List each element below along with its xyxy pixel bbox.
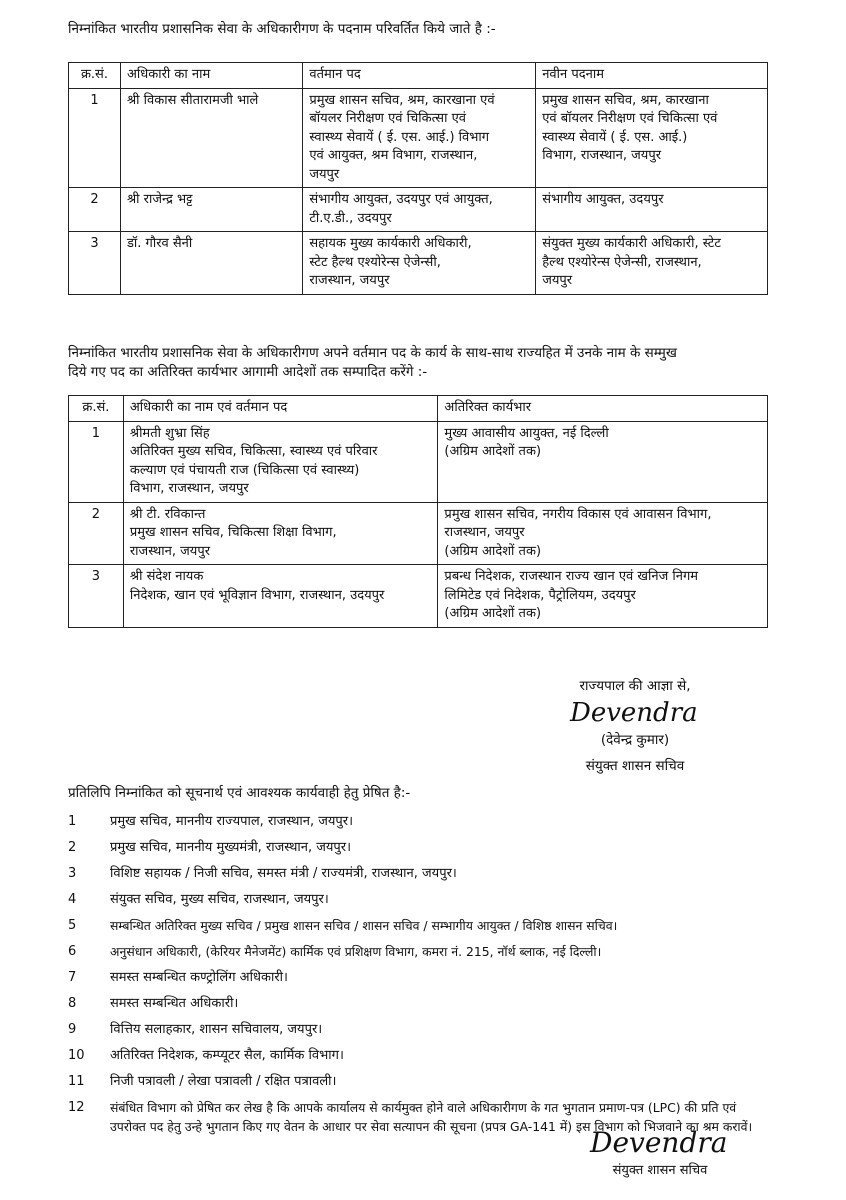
col-header-name-post: अधिकारी का नाम एवं वर्तमान पद [123, 396, 438, 422]
row-sno: 1 [69, 88, 121, 188]
text-line: हैल्थ एश्योरेन्स ऐजेन्सी, राजस्थान, [542, 254, 702, 270]
bottom-signature-block [570, 1126, 750, 1178]
text-line: निदेशक, खान एवं भूविज्ञान विभाग, राजस्थान, उदयपुर [129, 587, 385, 603]
table-header-row [69, 63, 768, 89]
text-line: लिमिटेड एवं निदेशक, पैट्रोलियम, उदयपुर [444, 587, 636, 603]
text-line: (अग्रिम आदेशों तक) [444, 543, 542, 559]
item-number: 1 [68, 814, 77, 829]
item-number: 11 [68, 1074, 85, 1089]
text-line: कल्याण एवं पंचायती राज (चिकित्सा एवं स्वास्थ्य) [129, 462, 360, 478]
signatory-name: (देवेन्द्र कुमार) [600, 732, 670, 748]
text-line: प्रमुख शासन सचिव, चिकित्सा शिक्षा विभाग, [129, 525, 337, 540]
list-item [68, 838, 768, 857]
text-line: जयपुर [542, 273, 573, 288]
item-text: संयुक्त सचिव, मुख्य सचिव, राजस्थान, जयपुर। [110, 892, 329, 907]
list-item [68, 1046, 768, 1065]
officer-name: डॉ. गौरव सैनी [120, 232, 302, 295]
text-line: संभागीय आयुक्त, उदयपुर एवं आयुक्त, [309, 192, 493, 207]
text-line: (अग्रिम आदेशों तक) [444, 444, 542, 459]
officer-name-post [123, 421, 438, 502]
signatory-designation: संयुक्त शासन सचिव [612, 1163, 708, 1178]
text-line: संभागीय आयुक्त, उदयपुर [542, 192, 664, 207]
row-sno: 1 [69, 421, 124, 502]
text-line: विभाग, राजस्थान, जयपुर [129, 481, 249, 496]
officer-name-post [123, 502, 438, 565]
table-row [69, 565, 768, 628]
text-line: राजस्थान, जयपुर [444, 525, 525, 540]
item-number: 2 [68, 840, 77, 855]
text-line: संयुक्त मुख्य कार्यकारी अधिकारी, स्टेट [542, 236, 721, 251]
text-line: अतिरिक्त मुख्य सचिव, चिकित्सा, स्वास्थ्य एवं परिवार [129, 444, 378, 459]
item-text: निजी पत्रावली / लेखा पत्रावली / रक्षित पत्रावली। [110, 1074, 337, 1089]
item-text: अतिरिक्त निदेशक, कम्प्यूटर सैल, कार्मिक विभाग। [110, 1048, 344, 1063]
copy-list-intro: प्रतिलिपि निम्नांकित को सूचनार्थ एवं आवश्यक कार्यवाही हेतु प्रेषित है:- [68, 785, 411, 801]
section1-intro: निम्नांकित भारतीय प्रशासनिक सेवा के अधिकारीगण के पदनाम परिवर्तित किये जाते है :- [68, 21, 496, 37]
list-item [68, 994, 768, 1013]
col-header-new: नवीन पदनाम [536, 63, 768, 89]
list-item [68, 968, 768, 987]
text-line: स्वास्थ्य सेवायें ( ई. एस. आई.) [542, 129, 688, 145]
text-line: प्रमुख शासन सचिव, नगरीय विकास एवं आवासन विभाग, [444, 506, 712, 522]
item-number: 4 [68, 892, 77, 907]
text-line: टी.ए.डी., उदयपुर [309, 210, 392, 226]
table-row [69, 188, 768, 232]
list-item [68, 1020, 768, 1039]
item-number: 9 [68, 1022, 77, 1037]
item-number: 5 [68, 918, 77, 933]
item-number: 7 [68, 970, 77, 985]
item-text: समस्त सम्बन्धित अधिकारी। [110, 996, 239, 1011]
text-line: निम्नांकित भारतीय प्रशासनिक सेवा के अधिकारीगण अपने वर्तमान पद के कार्य के साथ-साथ राज्यहित में उनके नाम के सम्मुख [68, 345, 677, 361]
col-header-name: अधिकारी का नाम [120, 63, 302, 89]
item-text: समस्त सम्बन्धित कण्ट्रोलिंग अधिकारी। [110, 970, 288, 985]
text-line: दिये गए पद का अतिरिक्त कार्यभार आगामी आदेशों तक सम्पादित करेंगे :- [68, 364, 428, 380]
item-text: विशिष्ट सहायक / निजी सचिव, समस्त मंत्री / राज्यमंत्री, राजस्थान, जयपुर। [110, 866, 457, 881]
current-post [303, 88, 536, 188]
list-item [68, 942, 768, 961]
item-number: 12 [68, 1100, 85, 1115]
table-row [69, 421, 768, 502]
list-item [68, 916, 768, 935]
text-line: प्रमुख शासन सचिव, श्रम, कारखाना एवं [309, 92, 495, 108]
row-sno: 2 [69, 188, 121, 232]
text-line: एवं आयुक्त, श्रम विभाग, राजस्थान, [309, 148, 478, 163]
item-text: वित्तिय सलाहकार, शासन सचिवालय, जयपुर। [110, 1022, 323, 1037]
list-item [68, 1072, 768, 1091]
row-sno: 3 [69, 565, 124, 628]
item-number: 8 [68, 996, 77, 1011]
row-sno: 2 [69, 502, 124, 565]
item-number: 6 [68, 944, 77, 959]
item-text: संबंधित विभाग को प्रेषित कर लेख है कि आपके कार्यालय से कार्यमुक्त होने वाले अधिकारीगण के गत भुगतान प्रमाण-पत्र (LPC) की प्रति एवं उपरोक्त पद हेतु उन्हे भुगतान किए गए वेतन के आधार पर सेवा सत्यापन की सूचना (प्रपत्र GA-141 में) इस विभाग को भिजवाने का श्रम करावें। [110, 1100, 753, 1134]
table-row [69, 502, 768, 565]
col-header-sno: क्र.सं. [69, 396, 124, 422]
text-line: विभाग, राजस्थान, जयपुर [542, 148, 662, 163]
officer-name: श्री विकास सीतारामजी भाले [120, 88, 302, 188]
item-text: प्रमुख सचिव, माननीय मुख्यमंत्री, राजस्थान, जयपुर। [110, 840, 352, 855]
current-post [303, 188, 536, 232]
table-header-row [69, 396, 768, 422]
copy-list [68, 812, 768, 1143]
new-designation [536, 188, 768, 232]
text-line: बॉयलर निरीक्षण एवं चिकित्सा एवं [309, 111, 467, 126]
text-line: सहायक मुख्य कार्यकारी अधिकारी, [309, 236, 472, 251]
text-line: स्वास्थ्य सेवायें ( ई. एस. आई.) विभाग [309, 129, 490, 145]
signature-block [530, 676, 740, 774]
additional-charge [438, 421, 768, 502]
designation-change-table [68, 62, 768, 295]
item-text: सम्बन्धित अतिरिक्त मुख्य सचिव / प्रमुख शासन सचिव / शासन सचिव / सम्भागीय आयुक्त / विशिष्ठ शासन सचिव। [110, 918, 618, 933]
additional-charge [438, 502, 768, 565]
signature-image: Devendra [590, 1126, 728, 1159]
col-header-sno: क्र.सं. [69, 63, 121, 89]
current-post [303, 232, 536, 295]
officer-name: श्री संदेश नायक [129, 569, 204, 584]
list-item [68, 864, 768, 883]
item-number: 10 [68, 1048, 85, 1063]
text-line: राजस्थान, जयपुर [129, 543, 211, 559]
officer-name: श्रीमती शुभ्रा सिंह [129, 425, 210, 441]
text-line: जयपुर [309, 166, 340, 182]
additional-charge [438, 565, 768, 628]
row-sno: 3 [69, 232, 121, 295]
text-line: प्रमुख शासन सचिव, श्रम, कारखाना [542, 92, 709, 108]
officer-name: श्री राजेन्द्र भट्ट [120, 188, 302, 232]
officer-name-post [123, 565, 438, 628]
item-text: अनुसंधान अधिकारी, (केरियर मैनेजमेंट) कार्मिक एवं प्रशिक्षण विभाग, कमरा नं. 215, नॉर्थ ब्लाक, नई दिल्ली। [110, 944, 602, 959]
signature-image: Devendra [570, 698, 698, 728]
text-line: प्रबन्ध निदेशक, राजस्थान राज्य खान एवं खनिज निगम [444, 569, 699, 584]
list-item [68, 812, 768, 831]
officer-name: श्री टी. रविकान्त [129, 506, 206, 522]
table-row [69, 88, 768, 188]
order-line: राज्यपाल की आज्ञा से, [579, 678, 691, 694]
text-line: (अग्रिम आदेशों तक) [444, 606, 542, 621]
col-header-charge: अतिरिक्त कार्यभार [438, 396, 768, 422]
col-header-current: वर्तमान पद [303, 63, 536, 89]
item-text: प्रमुख सचिव, माननीय राज्यपाल, राजस्थान, जयपुर। [110, 814, 354, 829]
text-line: मुख्य आवासीय आयुक्त, नई दिल्ली [444, 425, 609, 441]
item-number: 3 [68, 866, 77, 881]
list-item [68, 890, 768, 909]
section2-intro [68, 344, 788, 382]
text-line: एवं बॉयलर निरीक्षण एवं चिकित्सा एवं [542, 111, 718, 126]
text-line: राजस्थान, जयपुर [309, 273, 390, 288]
signatory-designation: संयुक्त शासन सचिव [585, 758, 685, 774]
text-line: स्टेट हैल्थ एश्योरेन्स ऐजेन्सी, [309, 254, 441, 270]
table-row [69, 232, 768, 295]
new-designation [536, 232, 768, 295]
additional-charge-table [68, 395, 768, 628]
new-designation [536, 88, 768, 188]
